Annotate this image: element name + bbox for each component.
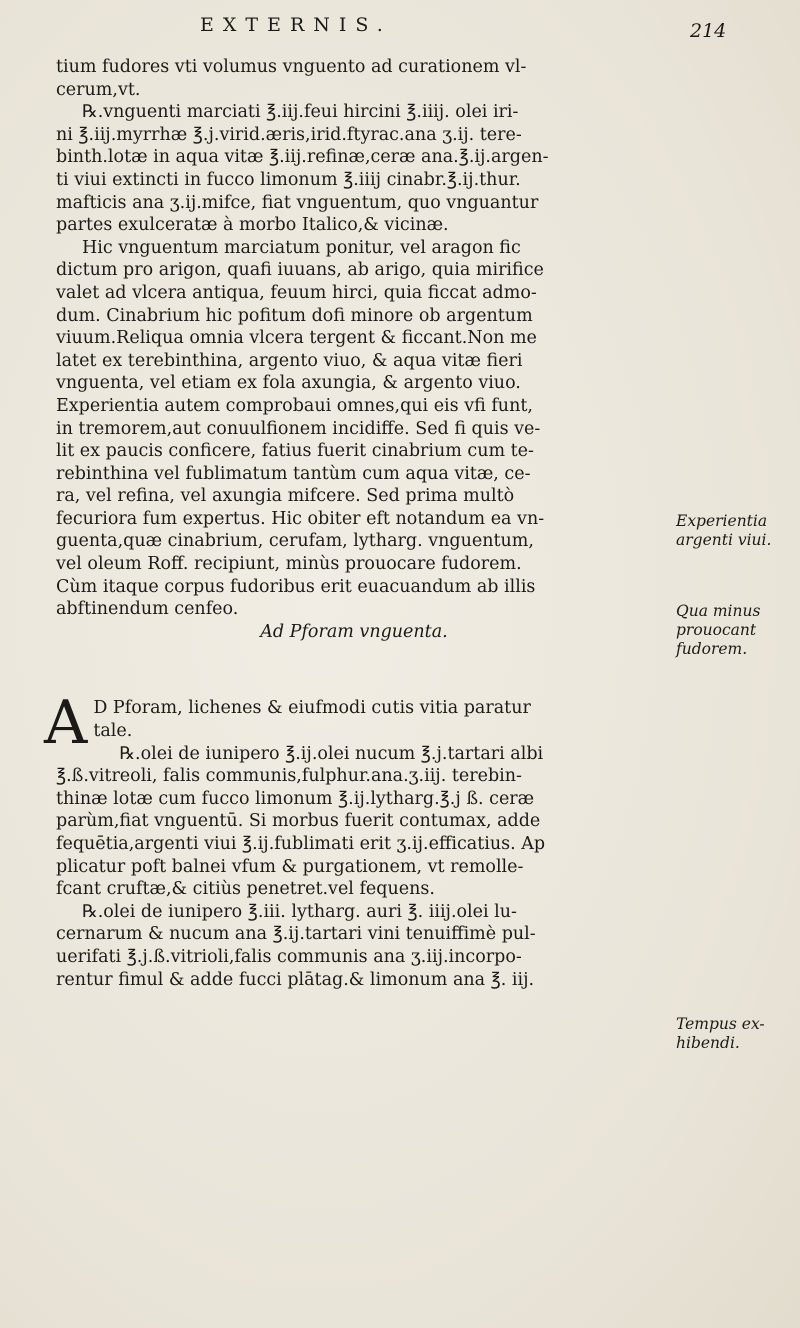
text-line: Hic vnguentum marciatum ponitur, vel aragon fic xyxy=(82,237,521,258)
text-line: in tremorem,aut conuulfionem incidiffe. Sed fi quis ve- xyxy=(56,418,541,439)
text-line: ra, vel refina, vel axungia mifcere. Sed prima multò xyxy=(56,486,515,507)
text-line: tale. xyxy=(93,721,133,742)
page-number: 214 xyxy=(690,20,727,42)
text-line: ni ℥.iij.myrrhæ ℥.j.virid.æris,irid.ftyrac.ana ʒ.ij. tere- xyxy=(56,124,522,145)
drop-cap: A xyxy=(44,688,88,759)
text-line: fcant cruftæ,& citiùs penetret.vel fequens. xyxy=(56,879,435,900)
margin-note-sudorem: Qua minus prouocant fudorem. xyxy=(676,602,761,658)
text-line: ti viui extincti in fucco limonum ℥.iiij cinabr.℥.ij.thur. xyxy=(56,169,521,190)
text-line: cerum,vt. xyxy=(56,79,141,100)
text-line: vnguenta, vel etiam ex fola axungia, & argento viuo. xyxy=(56,373,521,394)
text-line: mafticis ana ʒ.ij.mifce, fiat vnguentum, quo vnguantur xyxy=(56,192,539,213)
text-line: uerifati ℥.j.ß.vitrioli,falis communis ana ʒ.iij.incorpo- xyxy=(56,946,522,967)
text-line: vel oleum Roff. recipiunt, minùs prouocare fudorem. xyxy=(56,554,522,575)
section-two xyxy=(44,688,622,991)
text-line: cernarum & nucum ana ℥.ij.tartari vini tenuiffimè pul- xyxy=(56,924,536,945)
text-line: ℞.vnguenti marciati ℥.iij.feui hircini ℥.iiij. olei iri- xyxy=(82,102,519,123)
text-line: binth.lotæ in aqua vitæ ℥.iij.refinæ,ceræ ana.℥.ij.argen- xyxy=(56,147,549,168)
text-line: Cùm itaque corpus fudoribus erit euacuandum ab illis xyxy=(56,576,536,597)
text-line: lit ex paucis conficere, fatius fuerit cinabrium cum te- xyxy=(56,441,534,462)
text-line: abftinendum cenfeo. xyxy=(56,599,239,620)
text-line: guenta,quæ cinabrium, cerufam, lytharg. vnguentum, xyxy=(56,531,534,552)
section-heading: Ad Pforam vnguenta. xyxy=(260,621,448,642)
text-line: thinæ lotæ cum fucco limonum ℥.ij.lytharg.℥.j ß. ceræ xyxy=(56,788,535,809)
text-line: plicatur poft balnei vfum & purgationem, vt remolle- xyxy=(56,856,524,877)
text-line: Experientia autem comprobaui omnes,qui eis vfi funt, xyxy=(56,395,533,416)
text-line: rentur fimul & adde fucci plātag.& limonum ana ℥. iij. xyxy=(56,969,535,990)
margin-note-experientia: Experientia argenti viui. xyxy=(676,512,772,549)
text-line: dum. Cinabrium hic pofitum dofi minore ob argentum xyxy=(56,305,533,326)
text-line: valet ad vlcera antiqua, feuum hirci, quia ficcat admo- xyxy=(56,282,537,303)
text-line: dictum pro arigon, quafi iuuans, ab arigo, quia mirifice xyxy=(56,260,544,281)
body-text xyxy=(44,56,622,991)
margin-note-tempus: Tempus ex-hibendi. xyxy=(676,1015,765,1052)
text-line: viuum.Reliqua omnia vlcera tergent & ficcant.Non me xyxy=(56,328,537,349)
section-gap xyxy=(56,643,622,697)
text-line: fecuriora fum expertus. Hic obiter eft notandum ea vn- xyxy=(56,508,545,529)
text-line: ℞.olei de iunipero ℥.iii. lytharg. auri ℥. iiij.olei lu- xyxy=(82,901,517,922)
text-line: ℞.olei de iunipero ℥.ij.olei nucum ℥.j.tartari albi xyxy=(119,743,544,764)
text-line: parùm,fiat vnguentū. Si morbus fuerit contumax, adde xyxy=(56,811,541,832)
text-line: tium fudores vti volumus vnguento ad curationem vl- xyxy=(56,57,527,77)
text-line: latet ex terebinthina, argento viuo, & aqua vitæ fieri xyxy=(56,350,523,371)
text-line: D Pforam, lichenes & eiufmodi cutis vitia paratur xyxy=(93,698,531,719)
text-line: partes exulceratæ à morbo Italico,& vicinæ. xyxy=(56,215,449,236)
running-head: EXTERNIS. xyxy=(200,14,392,36)
text-line: rebinthina vel fublimatum tantùm cum aqua vitæ, ce- xyxy=(56,463,531,484)
text-line: ℥.ß.vitreoli, falis communis,fulphur.ana.ʒ.iij. terebin- xyxy=(56,766,522,787)
text-line: fequētia,argenti viui ℥.ij.fublimati erit ʒ.ij.efficatius. Ap xyxy=(56,834,546,854)
